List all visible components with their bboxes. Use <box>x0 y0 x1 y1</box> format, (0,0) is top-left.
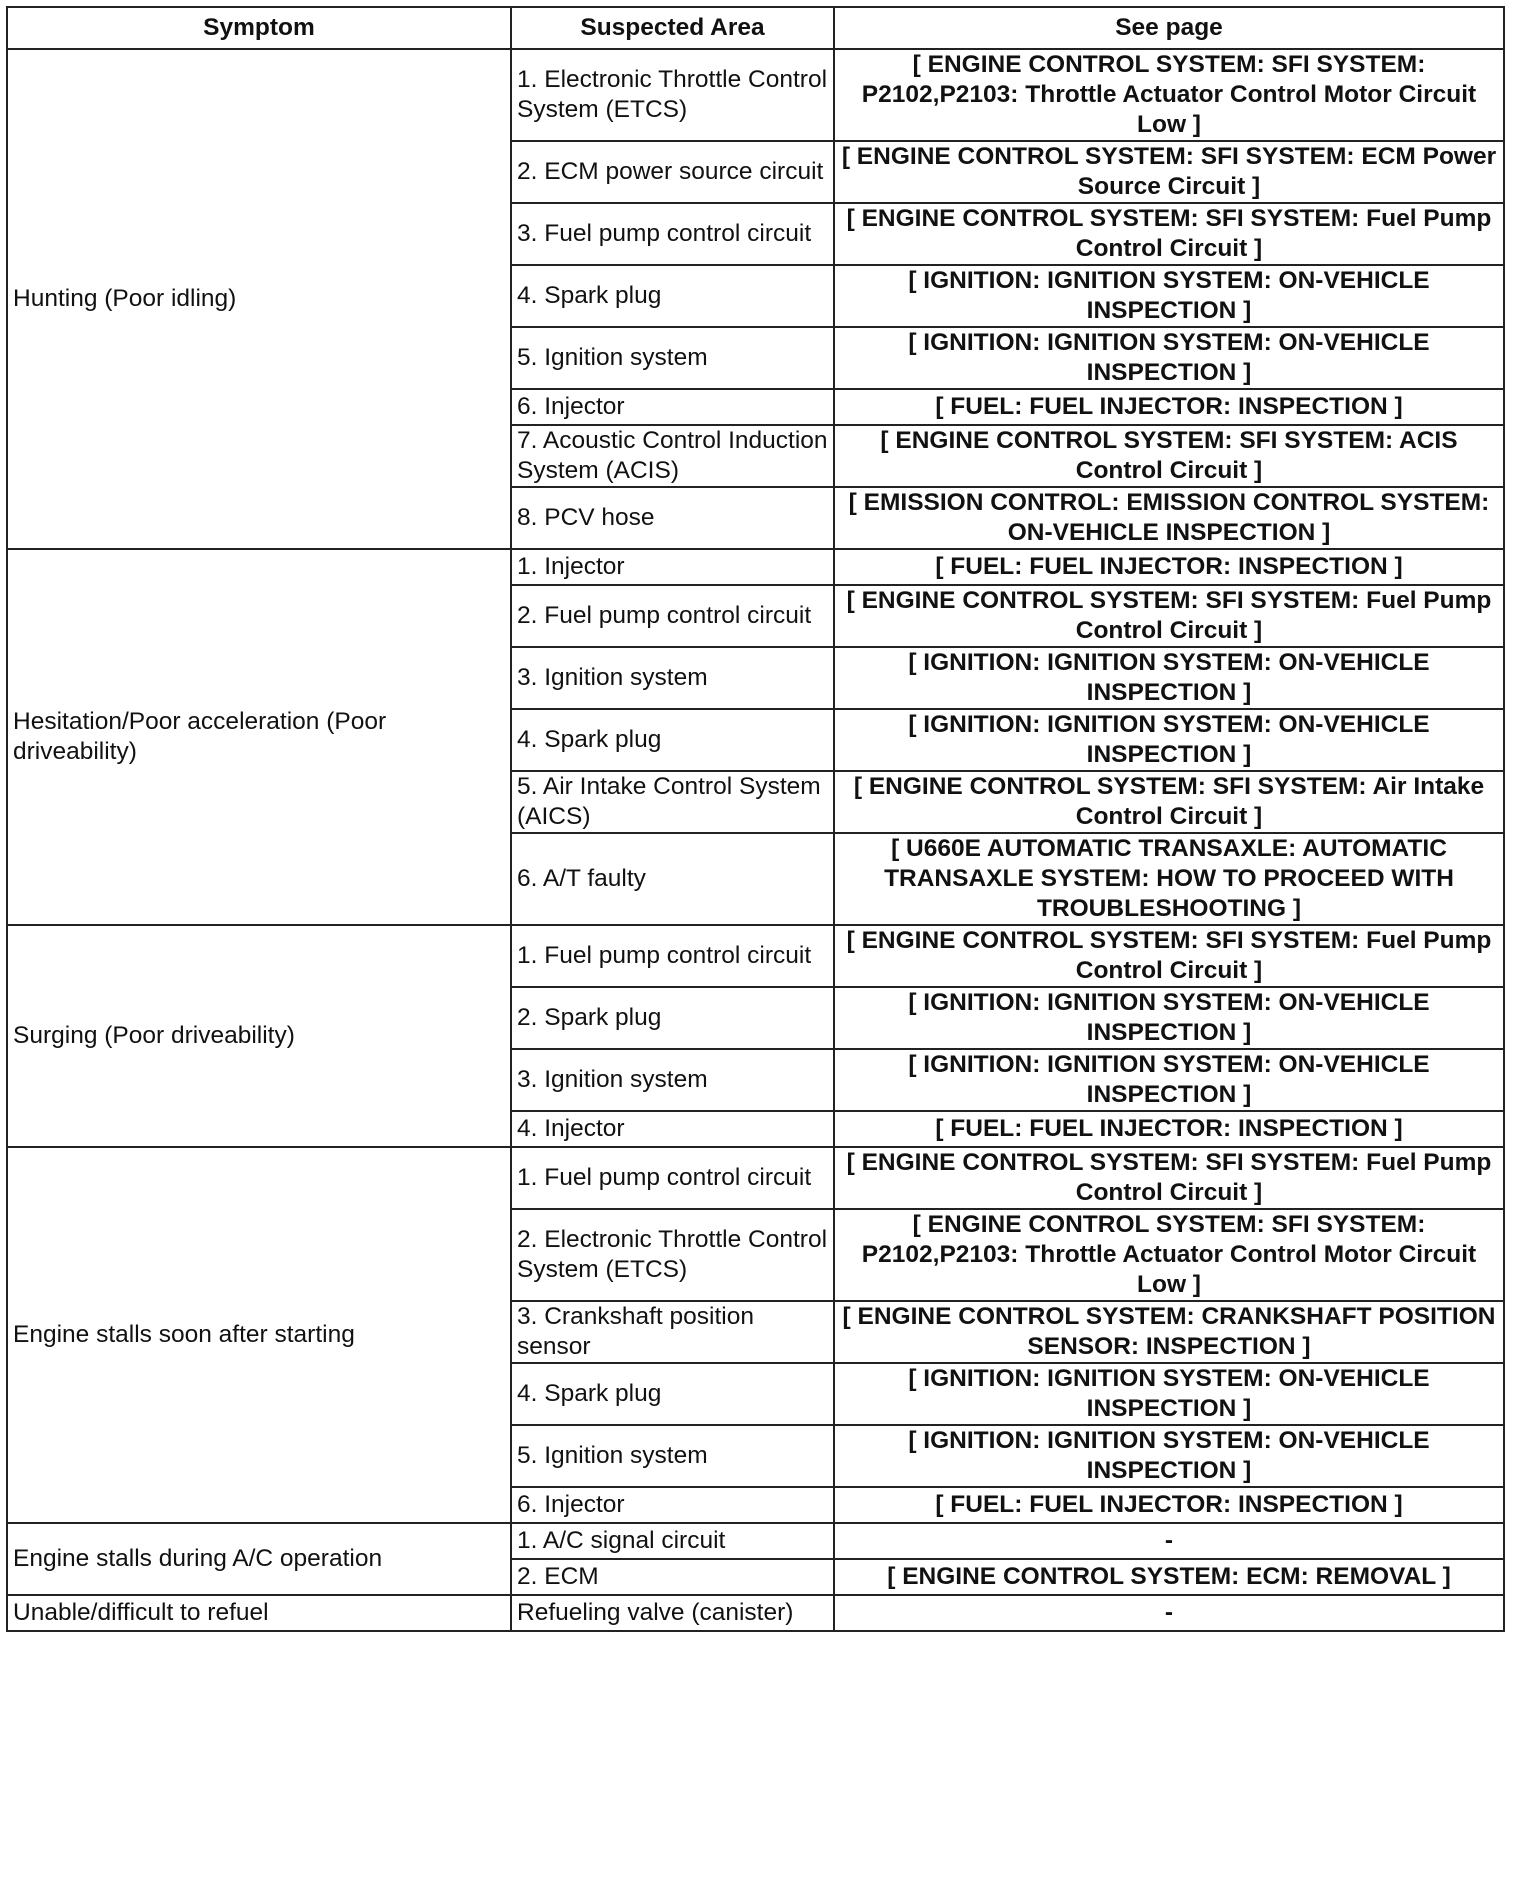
table-row <box>7 549 1504 585</box>
symptom-cell: Hesitation/Poor acceleration (Poor driveability) <box>7 549 511 925</box>
see-page-column-header: See page <box>834 7 1504 49</box>
symptom-cell: Engine stalls soon after starting <box>7 1147 511 1523</box>
see-page-link[interactable]: [ IGNITION: IGNITION SYSTEM: ON-VEHICLE INSPECTION ] <box>834 987 1504 1049</box>
see-page-link[interactable]: [ IGNITION: IGNITION SYSTEM: ON-VEHICLE INSPECTION ] <box>834 1049 1504 1111</box>
suspected-area-cell: 6. Injector <box>511 1487 834 1523</box>
suspected-area-cell: 2. ECM power source circuit <box>511 141 834 203</box>
see-page-link[interactable]: [ FUEL: FUEL INJECTOR: INSPECTION ] <box>834 549 1504 585</box>
see-page-link[interactable]: [ IGNITION: IGNITION SYSTEM: ON-VEHICLE INSPECTION ] <box>834 327 1504 389</box>
suspected-area-cell: 5. Ignition system <box>511 327 834 389</box>
suspected-area-cell: 2. Spark plug <box>511 987 834 1049</box>
troubleshooting-sheet <box>6 6 1503 1632</box>
see-page-link[interactable]: [ FUEL: FUEL INJECTOR: INSPECTION ] <box>834 1111 1504 1147</box>
suspected-area-cell: 3. Ignition system <box>511 1049 834 1111</box>
see-page-link[interactable]: [ EMISSION CONTROL: EMISSION CONTROL SYSTEM: ON-VEHICLE INSPECTION ] <box>834 487 1504 549</box>
see-page-link[interactable]: [ ENGINE CONTROL SYSTEM: CRANKSHAFT POSITION SENSOR: INSPECTION ] <box>834 1301 1504 1363</box>
see-page-link[interactable]: [ ENGINE CONTROL SYSTEM: SFI SYSTEM: Fuel Pump Control Circuit ] <box>834 925 1504 987</box>
suspected-area-cell: 5. Ignition system <box>511 1425 834 1487</box>
table-row <box>7 925 1504 987</box>
see-page-link[interactable]: [ ENGINE CONTROL SYSTEM: ECM: REMOVAL ] <box>834 1559 1504 1595</box>
see-page-link[interactable]: [ ENGINE CONTROL SYSTEM: SFI SYSTEM: Fuel Pump Control Circuit ] <box>834 585 1504 647</box>
suspected-area-cell: 4. Spark plug <box>511 265 834 327</box>
table-row <box>7 1595 1504 1631</box>
symptom-cell: Unable/difficult to refuel <box>7 1595 511 1631</box>
see-page-link[interactable]: [ ENGINE CONTROL SYSTEM: SFI SYSTEM: Fuel Pump Control Circuit ] <box>834 203 1504 265</box>
table-row <box>7 1523 1504 1559</box>
suspected-area-cell: 1. Fuel pump control circuit <box>511 1147 834 1209</box>
problem-symptoms-table <box>6 6 1505 1632</box>
see-page-link[interactable]: [ IGNITION: IGNITION SYSTEM: ON-VEHICLE INSPECTION ] <box>834 265 1504 327</box>
symptom-column-header: Symptom <box>7 7 511 49</box>
suspected-area-cell: 1. Electronic Throttle Control System (ETCS) <box>511 49 834 141</box>
suspected-area-cell: 2. Electronic Throttle Control System (ETCS) <box>511 1209 834 1301</box>
see-page-dash: - <box>834 1523 1504 1559</box>
symptom-cell: Surging (Poor driveability) <box>7 925 511 1147</box>
suspected-area-cell: 3. Crankshaft position sensor <box>511 1301 834 1363</box>
see-page-link[interactable]: [ IGNITION: IGNITION SYSTEM: ON-VEHICLE INSPECTION ] <box>834 647 1504 709</box>
suspected-area-cell: 2. ECM <box>511 1559 834 1595</box>
suspected-area-cell: Refueling valve (canister) <box>511 1595 834 1631</box>
suspected-area-cell: 1. A/C signal circuit <box>511 1523 834 1559</box>
see-page-link[interactable]: [ FUEL: FUEL INJECTOR: INSPECTION ] <box>834 389 1504 425</box>
see-page-dash: - <box>834 1595 1504 1631</box>
header-row <box>7 7 1504 49</box>
suspected-area-cell: 6. Injector <box>511 389 834 425</box>
suspected-area-cell: 5. Air Intake Control System (AICS) <box>511 771 834 833</box>
suspected-area-column-header: Suspected Area <box>511 7 834 49</box>
suspected-area-cell: 4. Spark plug <box>511 709 834 771</box>
suspected-area-cell: 4. Injector <box>511 1111 834 1147</box>
suspected-area-cell: 1. Fuel pump control circuit <box>511 925 834 987</box>
see-page-link[interactable]: [ U660E AUTOMATIC TRANSAXLE: AUTOMATIC TRANSAXLE SYSTEM: HOW TO PROCEED WITH TROUBLESHOOTING ] <box>834 833 1504 925</box>
suspected-area-cell: 7. Acoustic Control Induction System (ACIS) <box>511 425 834 487</box>
suspected-area-cell: 6. A/T faulty <box>511 833 834 925</box>
suspected-area-cell: 1. Injector <box>511 549 834 585</box>
see-page-link[interactable]: [ FUEL: FUEL INJECTOR: INSPECTION ] <box>834 1487 1504 1523</box>
see-page-link[interactable]: [ ENGINE CONTROL SYSTEM: SFI SYSTEM: ACIS Control Circuit ] <box>834 425 1504 487</box>
symptom-cell: Engine stalls during A/C operation <box>7 1523 511 1595</box>
see-page-link[interactable]: [ ENGINE CONTROL SYSTEM: SFI SYSTEM: Fuel Pump Control Circuit ] <box>834 1147 1504 1209</box>
see-page-link[interactable]: [ ENGINE CONTROL SYSTEM: SFI SYSTEM: P2102,P2103: Throttle Actuator Control Motor Circuit Low ] <box>834 1209 1504 1301</box>
table-row <box>7 1147 1504 1209</box>
table-row <box>7 49 1504 141</box>
see-page-link[interactable]: [ ENGINE CONTROL SYSTEM: SFI SYSTEM: P2102,P2103: Throttle Actuator Control Motor Circuit Low ] <box>834 49 1504 141</box>
see-page-link[interactable]: [ ENGINE CONTROL SYSTEM: SFI SYSTEM: ECM Power Source Circuit ] <box>834 141 1504 203</box>
see-page-link[interactable]: [ ENGINE CONTROL SYSTEM: SFI SYSTEM: Air Intake Control Circuit ] <box>834 771 1504 833</box>
suspected-area-cell: 2. Fuel pump control circuit <box>511 585 834 647</box>
see-page-link[interactable]: [ IGNITION: IGNITION SYSTEM: ON-VEHICLE INSPECTION ] <box>834 1425 1504 1487</box>
suspected-area-cell: 8. PCV hose <box>511 487 834 549</box>
suspected-area-cell: 3. Ignition system <box>511 647 834 709</box>
suspected-area-cell: 4. Spark plug <box>511 1363 834 1425</box>
symptom-cell: Hunting (Poor idling) <box>7 49 511 549</box>
see-page-link[interactable]: [ IGNITION: IGNITION SYSTEM: ON-VEHICLE INSPECTION ] <box>834 1363 1504 1425</box>
see-page-link[interactable]: [ IGNITION: IGNITION SYSTEM: ON-VEHICLE INSPECTION ] <box>834 709 1504 771</box>
suspected-area-cell: 3. Fuel pump control circuit <box>511 203 834 265</box>
